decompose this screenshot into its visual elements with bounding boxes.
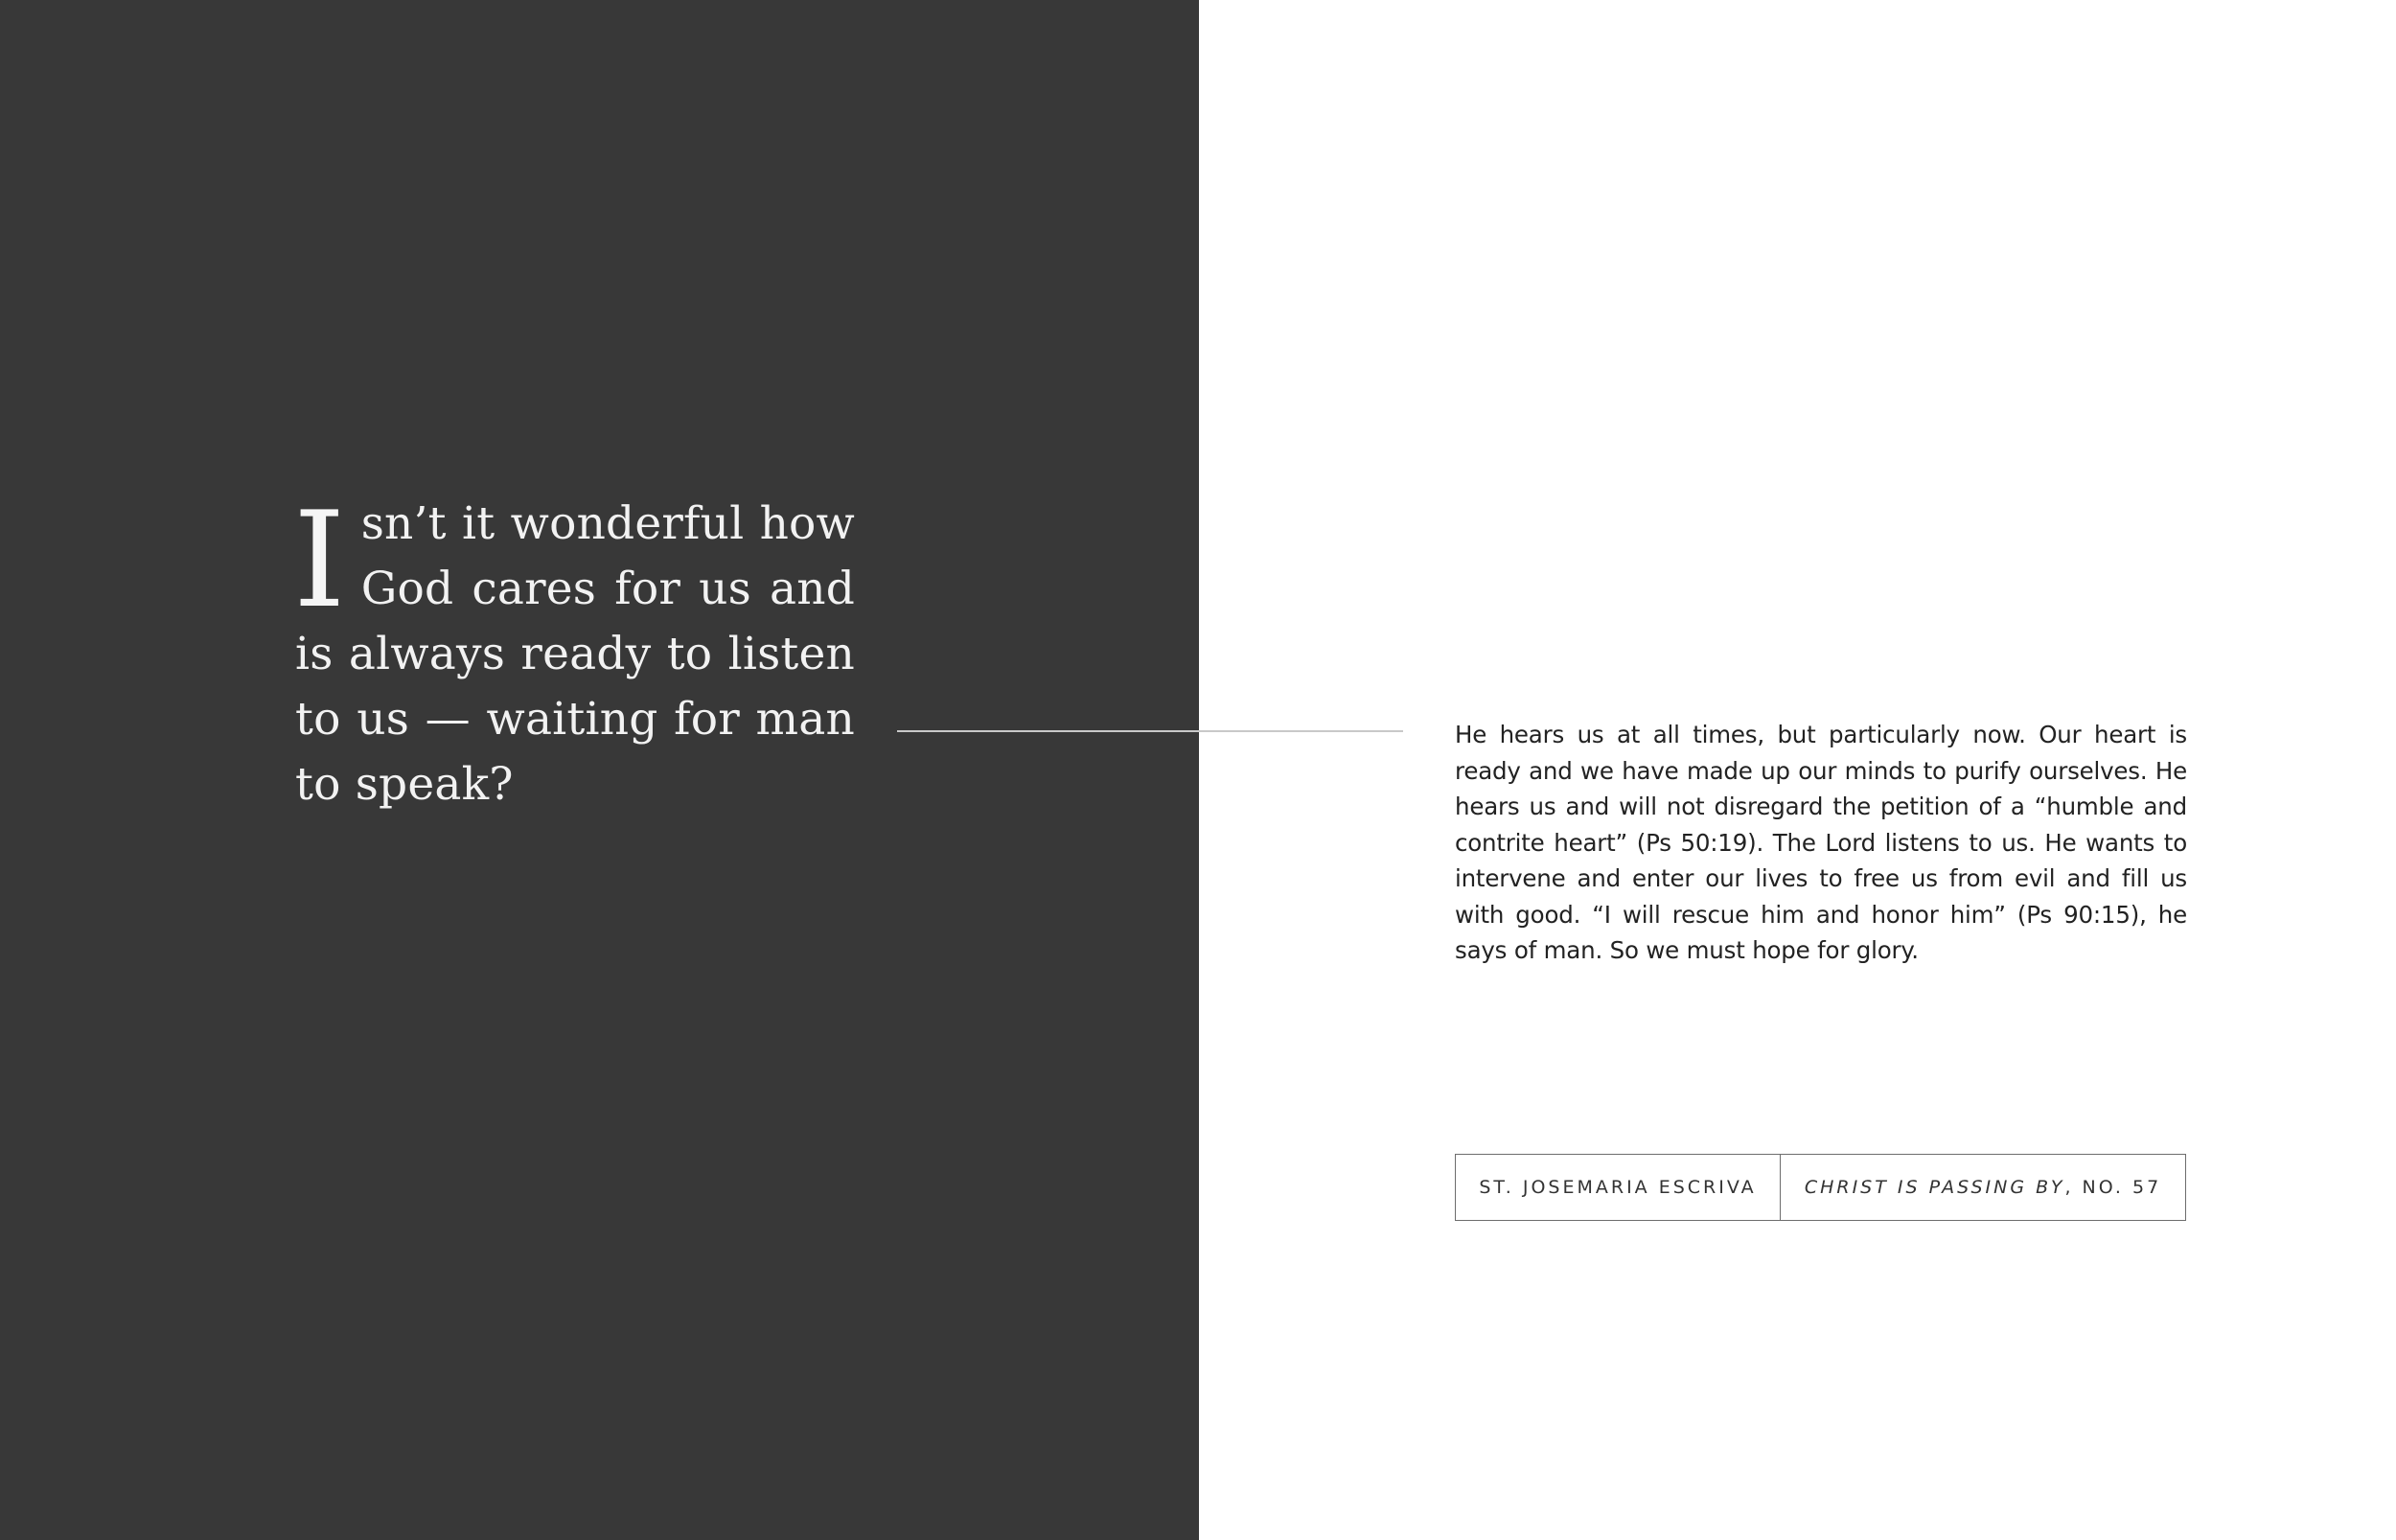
citation-box [1455,1154,2186,1221]
pull-quote-text: sn’t it wonderful how God cares for us and is always ready to listen to us — waiting for man to speak? [295,497,855,811]
citation-author [1456,1155,1781,1220]
pull-quote [293,483,855,817]
drop-cap: I [293,483,346,637]
body-paragraph: He hears us at all times, but particularly now. Our heart is ready and we have made up our minds to purify ourselves. He hears us and will not disregard the petition of a “humble and contrite heart” (Ps 50:19). The Lord listens to us. He wants to intervene and enter our lives to free us from evil and fill us with good. “I will rescue him and honor him” (Ps 90:15), he says of man. So we must hope for glory. [1455,721,2187,964]
citation-number: , NO. 57 [2064,1177,2162,1198]
citation-source [1781,1155,2185,1220]
citation-author-text: ST. JOSEMARIA ESCRIVA [1479,1177,1757,1198]
citation-book-title: CHRIST IS PASSING BY [1804,1177,2065,1198]
connector-line [897,730,1403,732]
